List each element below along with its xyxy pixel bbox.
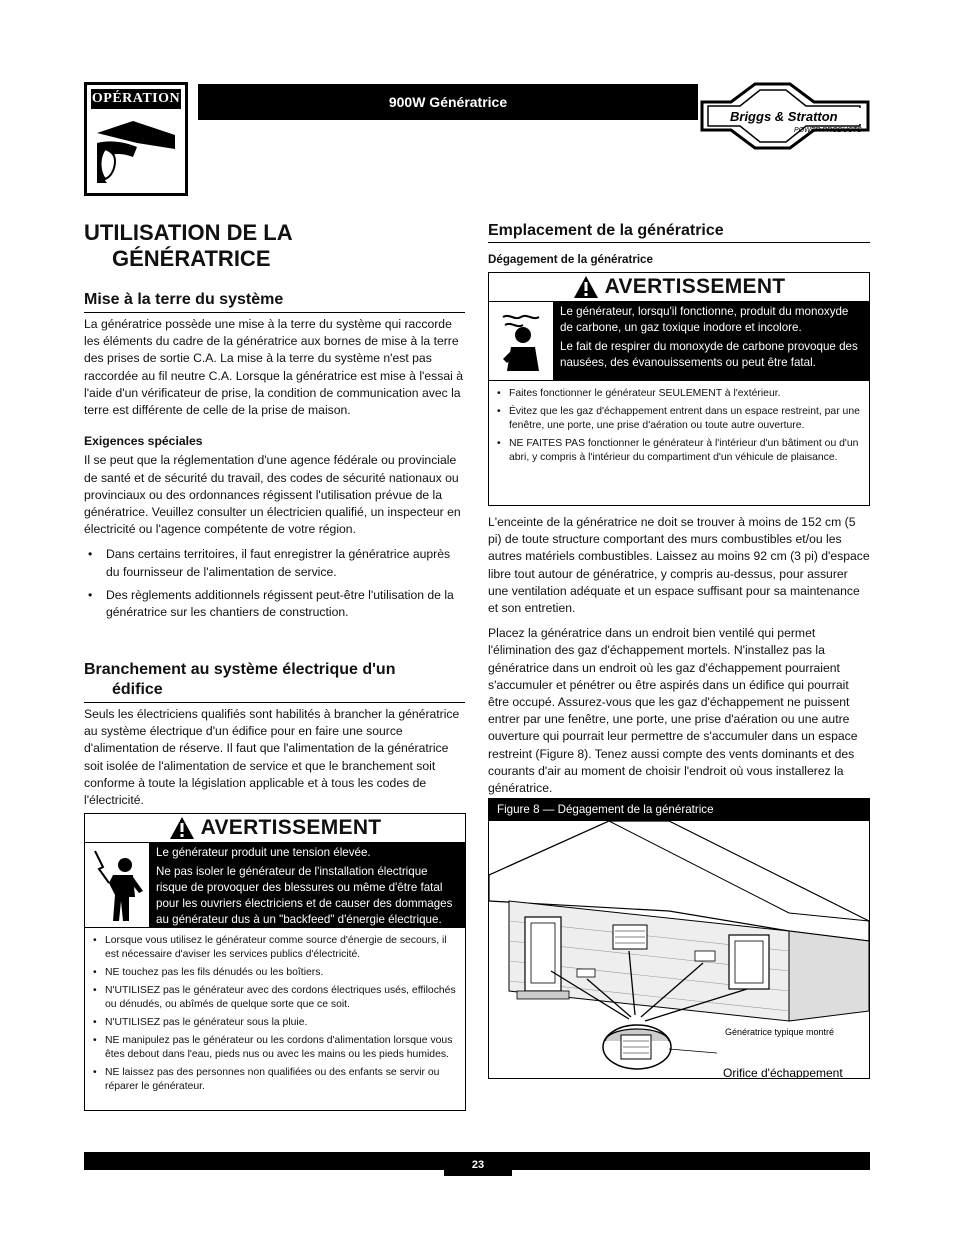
section-title-building-connection: Branchement au système électrique d'un édifice (84, 661, 396, 698)
page-number: 23 (444, 1152, 512, 1176)
list-item: • Dans certains territoires, il faut enregistrer la génératrice auprès du fournisseur de l'alimentation de service. (84, 546, 465, 580)
toxic-fumes-icon (489, 302, 554, 380)
warning-list (489, 381, 869, 473)
figure-caption: Figure 8 — Dégagement de la génératrice (489, 799, 869, 821)
brand-logo-icon (700, 80, 870, 152)
paragraph: Placez la génératrice dans un endroit bien ventilé qui permet l'élimination des gaz d'échappement mortels. N'installez pas la génératrice dans un endroit où les gaz d'échappement pourraient s'accumuler et pénétrer ou être aspirés dans un édifice qui pourrait être occupé. Assurez-vous que les gaz d'échappement ne puissent entrer par une fenêtre, une porte, une prise d'aération ou une autre ouverture qui pourrait leur permettre de s'accumuler dans un espace restreint (Figure 8). Tenez aussi compte des vents dominants et des courants d'air au moment de choisir l'endroit où vous installerez la génératrice. (488, 626, 858, 796)
warning-text: Ne pas isoler le générateur de l'installation électrique risque de provoquer des blessures ou même d'être fatal pour les ouvriers électriciens et de causer des dommages au générateur dus à un "backfeed" d'énergie électrique. (156, 865, 453, 926)
warning-text-block (554, 302, 869, 380)
list-item: • Des règlements additionnels régissent peut-être l'utilisation de la génératrice sur les chantiers de construction. (84, 587, 465, 621)
warning-triangle-icon (169, 816, 195, 840)
warning-title: AVERTISSEMENT (604, 275, 786, 298)
building-connection-body (84, 706, 465, 817)
subheading-special-requirements: Exigences spéciales (84, 434, 203, 449)
list-item: • Lorsque vous utilisez le générateur comme source d'énergie de secours, il est nécessaire d'aviser les services publics d'électricité. (91, 934, 459, 962)
list-item: • N'UTILISEZ pas le générateur avec des cordons électriques usés, effilochés ou dénudés, ou abîmés de quelque sorte que ce soit. (91, 984, 459, 1012)
warning-header (489, 273, 869, 301)
section-rule (488, 242, 870, 243)
list-item: • Évitez que les gaz d'échappement entrent dans un espace restreint, par une fenêtre, une porte, une prise d'aération ou toute autre ouverture. (495, 405, 863, 433)
warning-title: AVERTISSEMENT (200, 816, 382, 839)
svg-text:Génératrice typique montré: Génératrice typique montré (725, 1027, 835, 1037)
section-rule (84, 702, 465, 703)
grounding-section-body (84, 316, 465, 627)
section-rule (84, 312, 465, 313)
warning-triangle-icon (573, 275, 599, 299)
warning-message-row (85, 842, 465, 928)
warning-box-carbon-monoxide (488, 272, 870, 506)
paragraph: La génératrice possède une mise à la terre du système qui raccorde les éléments du cadre de la génératrice aux bornes de mise à la terre des prises de sortie C.A. La mise à la terre du système n'est pas raccordée au fil neutre C.A. Lorsque la génératrice est mise à l'essai à l'aide d'un vérificateur de prise, la condition de communication avec la terre est différente de celle de la prise de maison. (84, 317, 463, 418)
paragraph: Il se peut que la réglementation d'une agence fédérale ou provinciale de santé et de sécurité du travail, des codes de sécurité nationaux ou provinciaux ou des ordonnances régissent l'utilisation prévue de la génératrice. Veuillez consulter un électricien qualifié, un inspecteur en électricité ou l'agence compétente de votre région. (84, 453, 461, 537)
list-item: • NE FAITES PAS fonctionner le générateur à l'intérieur d'un bâtiment ou d'un abri, y compris à l'intérieur du compartiment d'un véhicule de plaisance. (495, 437, 863, 465)
hand-icon (93, 113, 179, 189)
paragraph: L'enceinte de la génératrice ne doit se trouver à moins de 152 cm (5 pi) de toute structure comportant des murs combustibles et/ou les autres matériels combustibles. Laissez au moins 92 cm (3 pi) d'espace libre tout autour de génératrice, y compris au-dessus, pour assurer une ventilation adéquate et un espace suffisant pour sa maintenance et son entretien. (488, 515, 870, 616)
svg-text:Orifice d'échappement: Orifice d'échappement (723, 1066, 843, 1078)
figure-8 (488, 798, 870, 1079)
briggs-stratton-logo (700, 80, 870, 152)
list-item: • Faites fonctionner le générateur SEULEMENT à l'extérieur. (495, 387, 863, 401)
warning-text-block (150, 843, 465, 927)
requirements-list (84, 546, 465, 621)
generator-icon (603, 1025, 671, 1069)
warning-header (85, 814, 465, 842)
warning-text: Le générateur produit une tension élevée. (156, 846, 371, 859)
page-title: UTILISATION DE LA GÉNÉRATRICE (84, 220, 293, 271)
list-item: • N'UTILISEZ pas le générateur sous la pluie. (91, 1016, 459, 1030)
section-label: OPÉRATION (91, 89, 181, 109)
warning-text: Le fait de respirer du monoxyde de carbone provoque des nausées, des évanouissements ou peut être fatal. (560, 340, 858, 369)
warning-box-electrical (84, 813, 466, 1111)
generator-clearance-illustration (489, 821, 869, 1078)
electric-shock-icon (85, 843, 150, 927)
warning-list (85, 928, 465, 1102)
list-item: • NE manipulez pas le générateur ou les cordons d'alimentation lorsque vous êtes debout dans l'eau, pieds nus ou avec les mains ou les pieds humides. (91, 1034, 459, 1062)
subheading-clearance: Dégagement de la génératrice (488, 253, 653, 266)
header-title-bar: 900W Génératrice (198, 84, 698, 120)
warning-message-row (489, 301, 869, 381)
section-title-grounding: Mise à la terre du système (84, 291, 284, 308)
paragraph: Seuls les électriciens qualifiés sont habilités à brancher la génératrice au système électrique d'un édifice pour en faire une source d'alimentation de réserve. Il faut que l'alimentation de la génératrice soit isolée de l'alimentation de service et que le branchement soit conforme à toute la législation applicable et à tous les codes de l'électricité. (84, 707, 460, 808)
svg-text:POWER PRODUCTS: POWER PRODUCTS (794, 127, 862, 134)
list-item: • NE touchez pas les fils dénudés ou les boîtiers. (91, 966, 459, 980)
svg-text:Briggs & Stratton: Briggs & Stratton (730, 109, 838, 124)
operation-section-logo (84, 82, 188, 196)
location-section-body (488, 514, 870, 805)
section-title-location: Emplacement de la génératrice (488, 222, 724, 239)
list-item: • NE laissez pas des personnes non qualifiées ou des enfants se servir ou réparer le générateur. (91, 1066, 459, 1094)
warning-text: Le générateur, lorsqu'il fonctionne, produit du monoxyde de carbone, un gaz toxique inodore et incolore. (560, 305, 849, 334)
